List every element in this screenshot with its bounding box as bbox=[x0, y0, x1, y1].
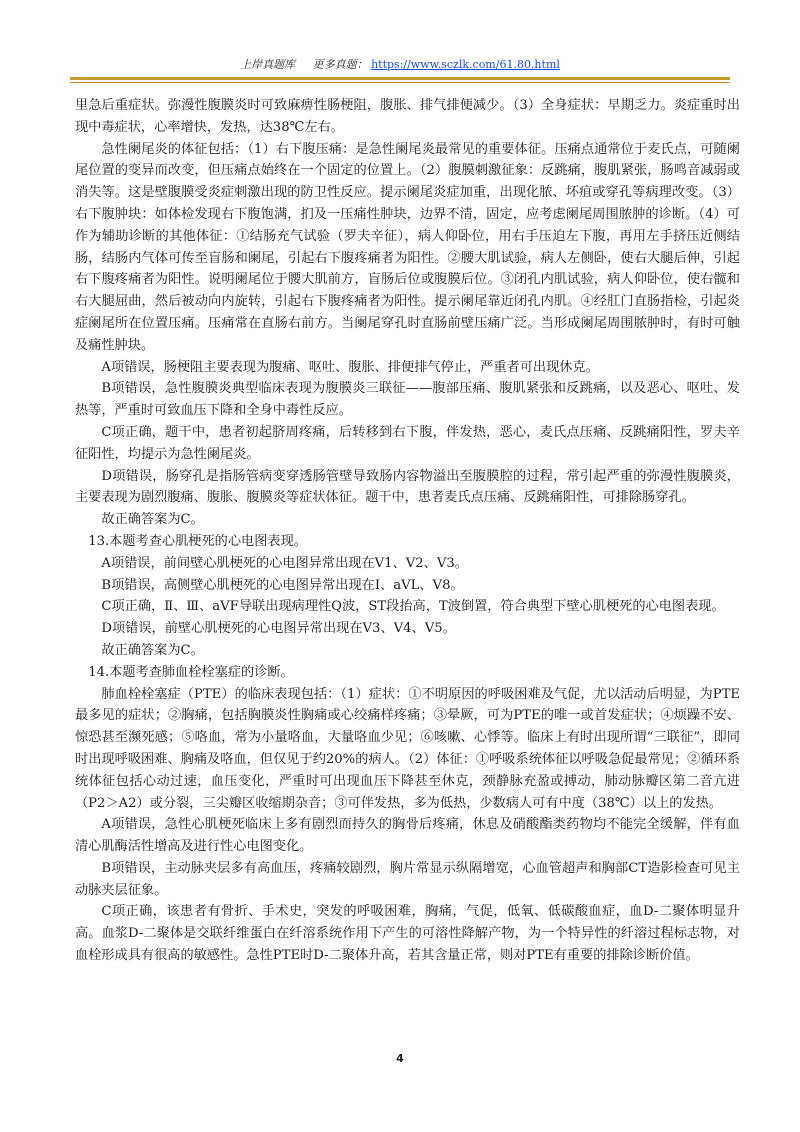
paragraph-p17: B项错误，主动脉夹层多有高血压，疼痛较剧烈，胸片常显示纵隔增宽，心血管超声和胸部CT造影检查可见主动脉夹层征象。 bbox=[75, 860, 740, 898]
paragraph-p3: A项错误，肠梗阻主要表现为腹痛、呕吐、腹胀、排便排气停止，严重者可出现休克。 bbox=[101, 359, 599, 375]
paragraph-p16: A项错误，急性心肌梗死临床上多有剧烈而持久的胸骨后疼痛，休息及硝酸酯类药物均不能完全缓解，伴有血清心肌酶活性增高及进行性心电图变化。 bbox=[75, 817, 740, 855]
paragraph-p2: 急性阑尾炎的体征包括：（1）右下腹压痛：是急性阑尾炎最常见的重要体征。压痛点通常位于麦氏点，可随阑尾位置的变异而改变，但压痛点始终在一个固定的位置上。（2）腹膜刺激征象：反跳痛，腹肌紧张，肠鸣音减弱或消失等。这是壁腹膜受炎症刺激出现的防卫性反应。提示阑尾炎症加重，出现化脓、坏疽或穿孔等病理改变。（3）右下腹肿块：如体检发现右下腹饱满，扪及一压痛性肿块，边界不清，固定，应考虑阑尾周围脓肿的诊断。（4）可作为辅助诊断的其他体征：①结肠充气试验（罗夫辛征），病人仰卧位，用右手压迫左下腹，再用左手挤压近侧结肠，结肠内气体可传至盲肠和阑尾，引起右下腹疼痛者为阳性。②腰大肌试验，病人左侧卧，使右大腿后伸，引起右下腹疼痛者为阳性。说明阑尾位于腰大肌前方，盲肠后位或腹膜后位。③闭孔内肌试验，病人仰卧位，使右髋和右大腿屈曲，然后被动向内旋转，引起右下腹疼痛者为阳性。提示阑尾靠近闭孔内肌。④经肛门直肠指检，引起炎症阑尾所在位置压痛。压痛常在直肠右前方。当阑尾穿孔时直肠前壁压痛广泛。当形成阑尾周围脓肿时，有时可触及痛性肿块。 bbox=[75, 141, 740, 353]
header-rule-thin bbox=[70, 82, 730, 83]
paragraph-p9: A项错误，前间壁心肌梗死的心电图异常出现在V1、V2、V3。 bbox=[101, 555, 468, 571]
paragraph-p5: C项正确，题干中，患者初起脐周疼痛，后转移到右下腹，伴发热，恶心，麦氏点压痛、反跳痛阳性，罗夫辛征阳性，均提示为急性阑尾炎。 bbox=[75, 424, 740, 462]
paragraph-p12: D项错误，前壁心肌梗死的心电图异常出现在V3、V4、V5。 bbox=[101, 621, 456, 637]
paragraph-p13: 故正确答案为C。 bbox=[101, 642, 204, 658]
paragraph-p14: 14.本题考查肺血栓栓塞症的诊断。 bbox=[88, 664, 294, 680]
header-site-name: 上岸真题库 bbox=[240, 58, 296, 71]
paragraph-p15: 肺血栓栓塞症（PTE）的临床表现包括：（1）症状：①不明原因的呼吸困难及气促，尤以活动后明显，为PTE最多见的症状；②胸痛，包括胸膜炎性胸痛或心绞痛样疼痛；③晕厥，可为PTE的唯一或首发症状；④烦躁不安、惊恐甚至濒死感；⑤咯血，常为小量咯血，大量咯血少见；⑥咳嗽、心悸等。临床上有时出现所谓“三联征”，即同时出现呼吸困难、胸痛及咯血，但仅见于约20%的病人。（2）体征：①呼吸系统体征以呼吸急促最常见；②循环系统体征包括心动过速，血压变化，严重时可出现血压下降甚至休克，颈静脉充盈或搏动，肺动脉瓣区第二音亢进（P2＞A2）或分裂，三尖瓣区收缩期杂音；③可伴发热，多为低热，少数病人可有中度（38℃）以上的发热。 bbox=[75, 686, 740, 811]
paragraph-p10: B项错误，高侧壁心肌梗死的心电图异常出现在Ⅰ、aVL、V8。 bbox=[101, 577, 464, 593]
paragraph-p18: C项正确，该患者有骨折、手术史，突发的呼吸困难，胸痛，气促，低氧、低碳酸血症，血D-二聚体明显升高。血浆D-二聚体是交联纤维蛋白在纤溶系统作用下产生的可溶性降解产物，为一个特异性的纤溶过程标志物，对血栓形成具有很高的敏感性。急性PTE时D-二聚体升高，若其含量正常，则对PTE有重要的排除诊断价值。 bbox=[75, 904, 740, 964]
paragraph-p8: 13.本题考查心肌梗死的心电图表现。 bbox=[88, 533, 307, 549]
page-number: 4 bbox=[396, 1052, 404, 1065]
paragraph-p4: B项错误，急性腹膜炎典型临床表现为腹膜炎三联征——腹部压痛、腹肌紧张和反跳痛，以及恶心、呕吐、发热等，严重时可致血压下降和全身中毒性反应。 bbox=[75, 381, 740, 419]
page-header bbox=[70, 56, 730, 78]
paragraph-p1: 里急后重症状。弥漫性腹膜炎时可致麻痹性肠梗阻，腹胀、排气排便减少。（3）全身症状：早期乏力。炎症重时出现中毒症状，心率增快，发热，达38℃左右。 bbox=[75, 98, 740, 135]
paragraph-p7: 故正确答案为C。 bbox=[101, 512, 204, 528]
paragraph-p6: D项错误，肠穿孔是指肠管病变穿透肠管壁导致肠内容物溢出至腹膜腔的过程，常引起严重的弥漫性腹膜炎，主要表现为剧烈腹痛、腹胀、腹膜炎等症状体征。题干中，患者麦氏点压痛、反跳痛阳性，可排除肠穿孔。 bbox=[75, 468, 740, 506]
header-rule-thick bbox=[70, 77, 730, 80]
header-url-link[interactable]: https://www.sczlk.com/61.80.html bbox=[371, 58, 560, 71]
document-body bbox=[75, 95, 740, 967]
header-more-label: 更多真题： bbox=[312, 58, 368, 71]
paragraph-p11: C项正确，Ⅱ、Ⅲ、aVF导联出现病理性Q波，ST段抬高，T波倒置，符合典型下壁心肌梗死的心电图表现。 bbox=[101, 599, 725, 615]
